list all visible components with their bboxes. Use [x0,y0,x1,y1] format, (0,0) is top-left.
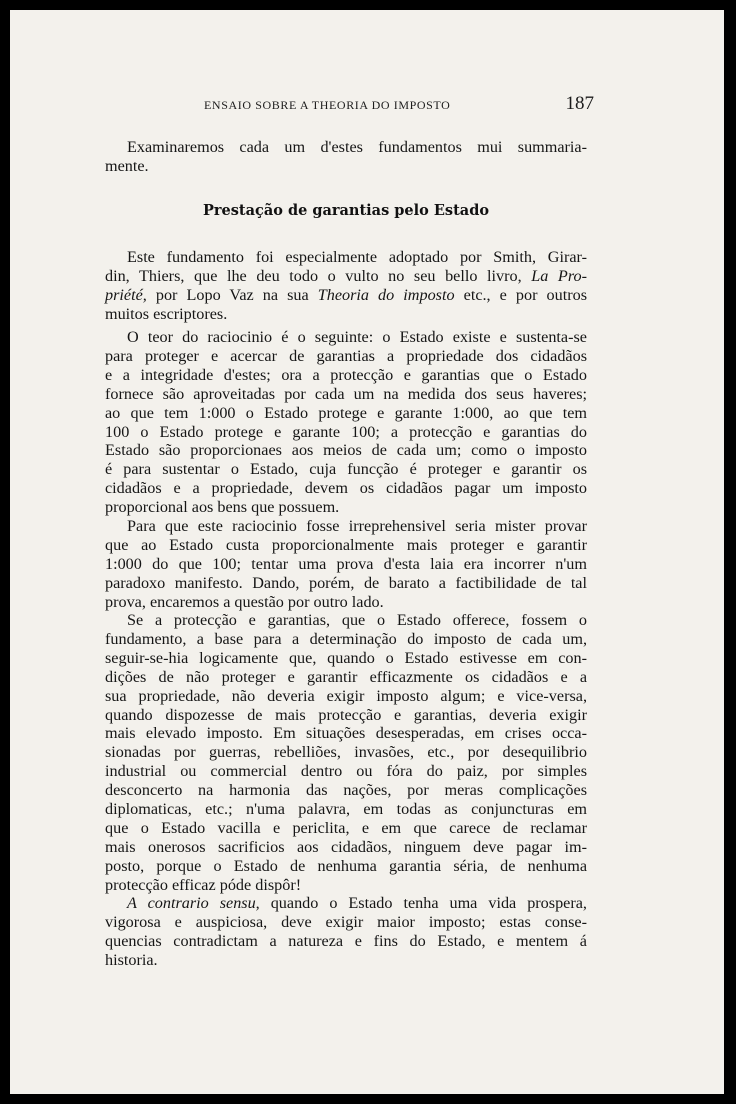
text-line: fornece são aproveitadas por cada um na medida dos seus haveres; [105,384,587,403]
text-line: O teor do raciocinio é o seguinte: o Estado existe e sustenta-se [127,328,587,346]
text-line: Este fundamento foi especialmente adoptado por Smith, Girar- [127,248,587,266]
text-line: ao que tem 1:000 o Estado protege e garante 1:000, ao que tem [105,403,587,422]
text-line: posto, porque o Estado de nenhuma garantia séria, de nenhuma [105,856,587,875]
paragraph-1 [105,248,587,324]
text-line: cidadãos e a propriedade, devem os cidadãos pagar um imposto [105,479,587,498]
text-line: A contrario sensu, quando o Estado tenha uma vida prospera, [127,894,587,912]
text-line: quando dispozesse de mais protecção e garantias, deveria exigir [105,705,587,724]
text-line: mente. [105,156,149,175]
section-title: Prestação de garantias pelo Estado [202,202,489,219]
text-line: Examinaremos cada um d'estes fundamentos mui summaria- [127,138,587,156]
text-line: diplomaticas, etc.; n'uma palavra, em todas as conjuncturas em [105,800,587,819]
text-line: din, Thiers, que lhe deu todo o vulto no seu bello livro, La Pro- [105,266,587,285]
text-line: 100 o Estado protege e garante 100; a protecção e garantias do [105,422,587,441]
text-line: priété, por Lopo Vaz na sua Theoria do imposto etc., e por outros [105,285,587,304]
paragraph-3 [105,517,587,612]
book-page [10,10,724,1094]
text-line: que o Estado vacilla e periclita, e em que carece de reclamar [105,818,587,837]
text-line: paradoxo manifesto. Dando, porém, de barato a factibilidade de tal [105,573,587,592]
text-line: muitos escriptores. [105,304,228,323]
text-line: Para que este raciocinio fosse irreprehensivel seria mister provar [127,517,587,535]
text-line: sionadas por guerras, rebelliões, invasões, etc., por desequilibrio [105,743,587,762]
text-line: prova, encaremos a questão por outro lado. [105,592,384,611]
text-line: mais onerosos sacrificios aos cidadãos, ninguem deve pagar im- [105,837,587,856]
text-line: que ao Estado custa proporcionalmente mais proteger e garantir [105,535,587,554]
text-line: desconcerto na harmonia das nações, por meras complicações [105,781,587,800]
italic-title: La Pro- [531,266,587,285]
text-line: 1:000 do que 100; tentar uma prova d'esta laia era incorrer n'um [105,554,587,573]
text-line: sua propriedade, não deveria exigir imposto algum; e vice-versa, [105,686,587,705]
italic-phrase: A contrario sensu, [127,894,260,912]
italic-title: Theoria do imposto [317,285,455,304]
text-line: Estado são proporcionaes aos meios de cada um; como o imposto [105,441,587,460]
text-line: e a integridade d'estes; ora a protecção e garantias que o Estado [105,365,587,384]
paragraph-5 [105,894,587,970]
text-line: protecção efficaz póde dispôr! [105,875,302,894]
text-line: quencias contradictam a natureza e fins do Estado, e mentem á [105,931,587,950]
text-line: para proteger e acercar de garantias a propriedade dos cidadãos [105,346,587,365]
text-line: seguir-se-hia logicamente que, quando o Estado estivesse em con- [105,648,587,667]
page-header [204,93,594,115]
text-line: mais elevado imposto. Em situações desesperadas, em crises occa- [105,724,587,743]
text-line: Se a protecção e garantias, que o Estado offerece, fossem o [127,611,587,629]
text-line: é para sustentar o Estado, cuja funcção é proteger e garantir os [105,460,587,479]
paragraph-2 [105,328,587,517]
paragraph-4 [105,611,587,895]
text-line: dições de não proteger e garantir efficazmente os cidadãos e a [105,667,587,686]
text-line: historia. [105,950,158,969]
italic-title: priété, [105,285,147,304]
text-line: vigorosa e auspiciosa, deve exigir maior imposto; estas conse- [105,912,587,931]
intro-paragraph [105,138,587,176]
running-head: ENSAIO SOBRE A THEORIA DO IMPOSTO [204,98,451,112]
page-number: 187 [565,93,594,114]
text-line: fundamento, a base para a determinação do imposto de cada um, [105,629,587,648]
text-line: proporcional aos bens que possuem. [105,498,340,517]
text-line: industrial ou commercial dentro ou fóra do paiz, por simples [105,762,587,781]
